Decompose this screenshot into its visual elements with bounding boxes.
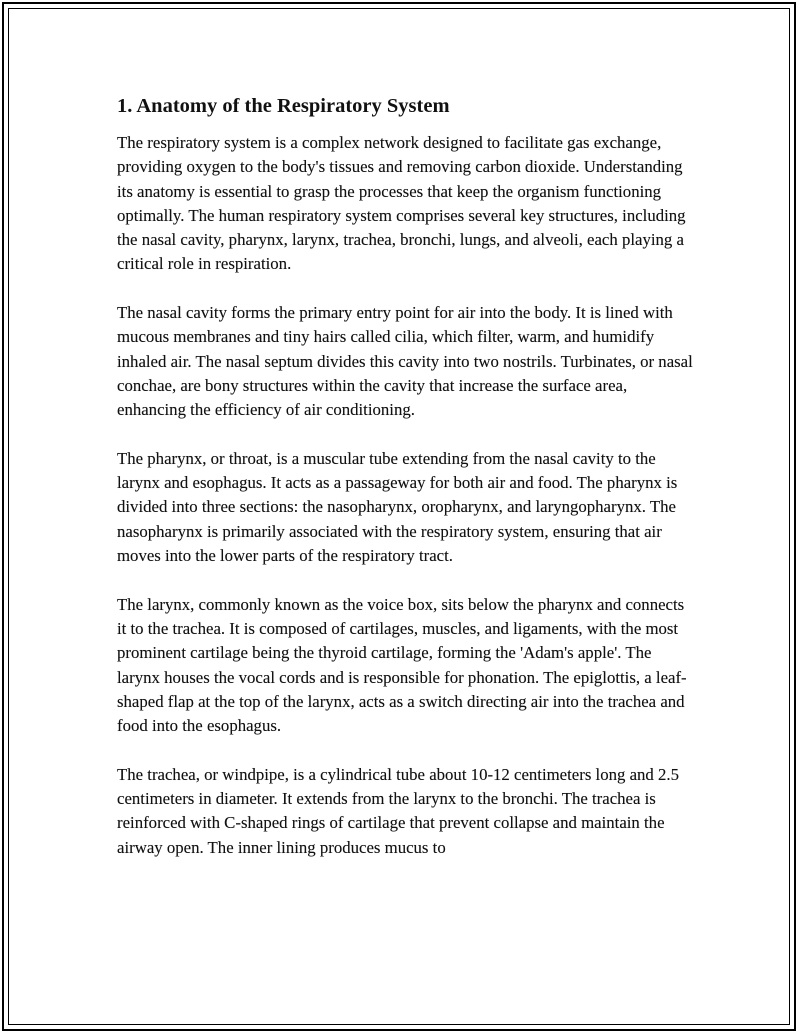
document-body xyxy=(117,92,697,884)
paragraph-larynx: The larynx, commonly known as the voice box, sits below the pharynx and connects it to the trachea. It is composed of cartilages, muscles, and ligaments, with the most prominent cartilage being the thyroid cartilage, forming the 'Adam's apple'. The larynx houses the vocal cords and is responsible for phonation. The epiglottis, a leaf-shaped flap at the top of the larynx, acts as a switch directing air into the trachea and food into the esophagus. xyxy=(117,594,687,736)
paragraph-pharynx: The pharynx, or throat, is a muscular tube extending from the nasal cavity to the larynx and esophagus. It acts as a passageway for both air and food. The pharynx is divided into three sections: the nasopharynx, oropharynx, and laryngopharynx. The nasopharynx is primarily associated with the respiratory system, ensuring that air moves into the lower parts of the respiratory tract. xyxy=(117,448,678,566)
section-heading: 1. Anatomy of the Respiratory System xyxy=(117,95,450,117)
paragraph-nasal-cavity: The nasal cavity forms the primary entry point for air into the body. It is lined with mucous membranes and tiny hairs called cilia, which filter, warm, and humidify inhaled air. The nasal septum divides this cavity into two nostrils. Turbinates, or nasal conchae, are bony structures within the cavity that increase the surface area, enhancing the efficiency of air conditioning. xyxy=(117,303,693,420)
paragraph-intro: The respiratory system is a complex network designed to facilitate gas exchange, providing oxygen to the body's tissues and removing carbon dioxide. Understanding its anatomy is essential to grasp the processes that keep the organism functioning optimally. The human respiratory system comprises several key structures, including the nasal cavity, pharynx, larynx, trachea, bronchi, lungs, and alveoli, each playing a critical role in respiration. xyxy=(117,133,686,274)
paragraph-trachea: The trachea, or windpipe, is a cylindrical tube about 10-12 centimeters long and 2.5 centimeters in diameter. It extends from the larynx to the bronchi. The trachea is reinforced with C-shaped rings of cartilage that prevent collapse and maintain the airway open. The inner lining produces mucus to xyxy=(117,764,679,857)
